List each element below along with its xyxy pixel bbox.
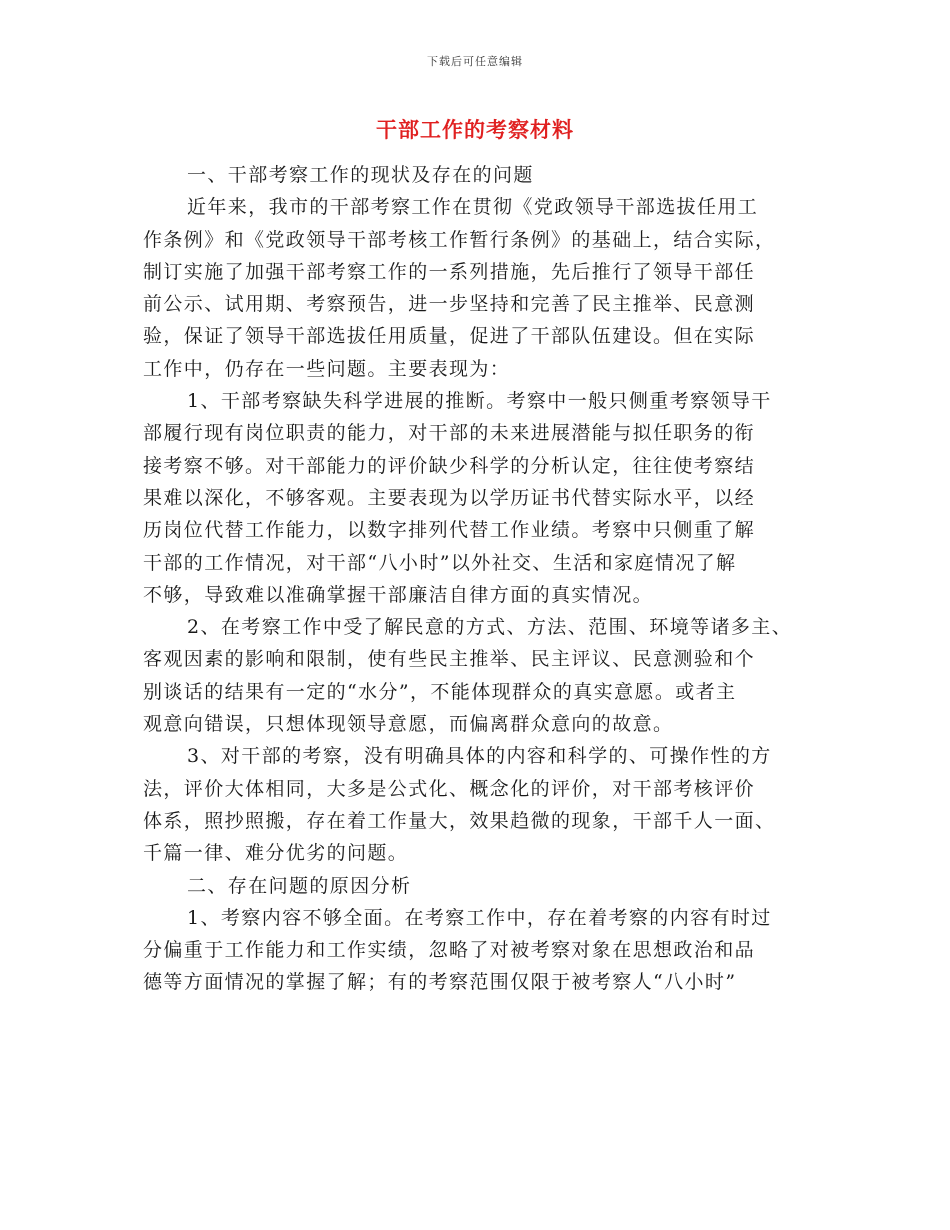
text-line: 观意向错误，只想体现领导意愿，而偏离群众意向的故意。 [143, 713, 674, 736]
text-line: 分偏重于工作能力和工作实绩，忽略了对被考察对象在思想政治和品 [143, 939, 756, 962]
text-line: 作条例》和《党政领导干部考核工作暂行条例》的基础上，结合实际， [143, 228, 776, 251]
text-line: 前公示、试用期、考察预告，进一步坚持和完善了民主推举、民意测 [143, 293, 756, 316]
text-line: 干部的工作情况，对干部“八小时”以外社交、生活和家庭情况了解 [143, 551, 737, 574]
text-line: 验，保证了领导干部选拔任用质量，促进了干部队伍建设。但在实际 [143, 325, 756, 348]
text-line: 近年来，我市的干部考察工作在贯彻《党政领导干部选拔任用工 [187, 196, 759, 219]
text-line: 工作中，仍存在一些问题。主要表现为： [143, 357, 511, 380]
text-line: 果难以深化，不够客观。主要表现为以学历证书代替实际水平，以经 [143, 486, 756, 509]
text-line: 历岗位代替工作能力，以数字排列代替工作业绩。考察中只侧重了解 [143, 519, 756, 542]
text-line: 体系，照抄照搬，存在着工作量大，效果趋微的现象，干部千人一面、 [143, 809, 776, 832]
document-body [143, 159, 833, 999]
text-line: 法，评价大体相同，大多是公式化、概念化的评价，对干部考核评价 [143, 777, 756, 800]
text-line: 千篇一律、难分优劣的问题。 [143, 842, 409, 865]
text-line: 不够，导致难以准确掌握干部廉洁自律方面的真实情况。 [143, 583, 654, 606]
text-line: 部履行现有岗位职责的能力，对干部的未来进展潜能与拟任职务的衔 [143, 422, 756, 445]
text-line: 2、在考察工作中受了解民意的方式、方法、范围、环境等诸多主、 [187, 616, 793, 639]
text-line: 一、干部考察工作的现状及存在的问题 [187, 164, 534, 186]
text-line: 德等方面情况的掌握了解；有的考察范围仅限于被考察人“八小时” [143, 971, 737, 994]
text-line: 接考察不够。对干部能力的评价缺少科学的分析认定，往往使考察结 [143, 454, 756, 477]
text-line: 别谈话的结果有一定的“水分”，不能体现群众的真实意愿。或者主 [143, 680, 737, 703]
text-line: 客观因素的影响和限制，使有些民主推举、民主评议、民意测验和个 [143, 648, 756, 671]
header-note: 下载后可任意编辑 [427, 55, 523, 68]
text-line: 制订实施了加强干部考察工作的一系列措施，先后推行了领导干部任 [143, 260, 756, 283]
text-line: 3、对干部的考察，没有明确具体的内容和科学的、可操作性的方 [187, 745, 772, 768]
text-line: 1、考察内容不够全面。在考察工作中，存在着考察的内容有时过 [187, 906, 772, 929]
text-line: 二、存在问题的原因分析 [187, 874, 412, 897]
text-line: 1、干部考察缺失科学进展的推断。考察中一般只侧重考察领导干 [187, 390, 772, 413]
document-title: 干部工作的考察材料 [376, 117, 574, 142]
